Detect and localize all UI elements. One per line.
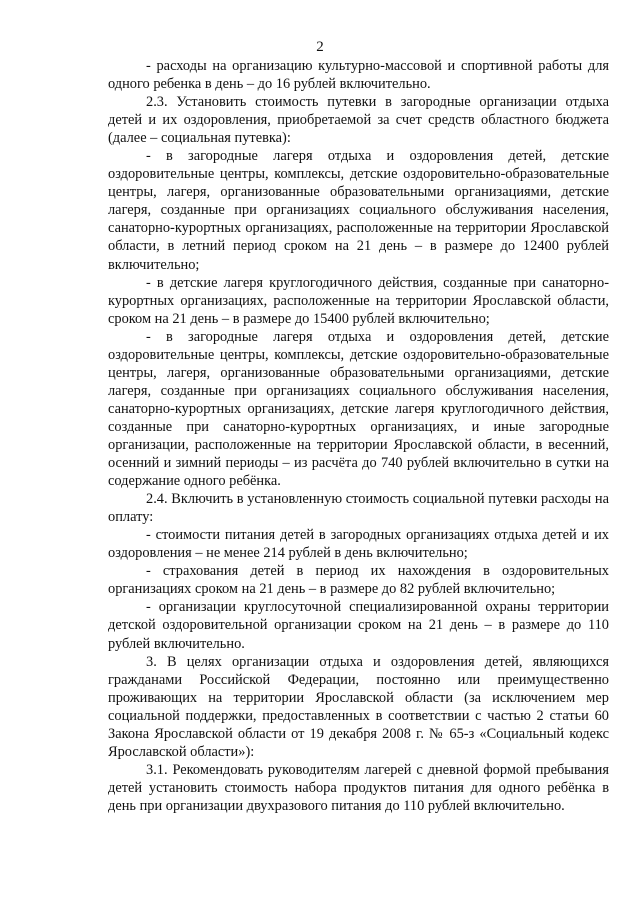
- paragraph-summer-camps: - в загородные лагеря отдыха и оздоровления детей, детские оздоровительные центры, комплексы, детские оздоровительно-образовательные центры, лагеря, организованные образовательными организациями, детские лагеря, созданные при организациях социального обслуживания населения, санаторно-курортных организациях, расположенные на территории Ярославской области, в летний период сроком на 21 день – в размере до 12400 рублей включительно;: [108, 148, 609, 273]
- paragraph-insurance-cost: - страхования детей в период их нахождения в оздоровительных организациях сроком на 21 день – в размере до 82 рублей включительно;: [108, 563, 609, 598]
- paragraph-2-3-voucher-cost: 2.3. Установить стоимость путевки в загородные организации отдыха детей и их оздоровления, приобретаемой за счет средств областного бюджета (далее – социальная путевка):: [108, 94, 609, 147]
- paragraph-spring-autumn-winter: - в загородные лагеря отдыха и оздоровления детей, детские оздоровительные центры, комплексы, детские оздоровительно-образовательные центры, лагеря, организованные образовательными организациями, детские лагеря, созданные при организациях социального обслуживания населения, санаторно-курортных организациях, детские лагеря круглогодичного действия, созданные при санаторно-курортных организациях, и иные загородные организации, расположенные на территории Ярославской области, в весенний, осенний и зимний периоды – из расчёта до 740 рублей включительно в сутки на содержание одного ребёнка.: [108, 328, 609, 490]
- paragraph-meals-cost: - стоимости питания детей в загородных организациях отдыха детей и их оздоровления – не менее 214 рублей в день включительно;: [108, 527, 609, 562]
- page-number: 2: [316, 39, 324, 55]
- paragraph-year-round-camps: - в детские лагеря круглогодичного действия, созданные при санаторно-курортных организациях, расположенные на территории Ярославской области, сроком на 21 день – в размере до 15400 рублей включительно;: [108, 274, 609, 327]
- paragraph-3-1-day-camps: 3.1. Рекомендовать руководителям лагерей с дневной формой пребывания детей установить стоимость набора продуктов питания для одного ребёнка в день при организации двухразового питания до 110 рублей включительно.: [108, 761, 609, 814]
- paragraph-3-recreation: 3. В целях организации отдыха и оздоровления детей, являющихся гражданами Российской Федерации, постоянно или преимущественно проживающих на территории Ярославской области (за исключением мер социальной поддержки, предоставленных в соответствии с частью 2 статьи 60 Закона Ярославской области от 19 декабря 2008 г. № 65-з «Социальный кодекс Ярославской области»):: [108, 653, 609, 760]
- paragraph-2-4-included-costs: 2.4. Включить в установленную стоимость социальной путевки расходы на оплату:: [108, 491, 609, 526]
- document-body: [108, 57, 609, 815]
- paragraph-security-cost: - организации круглосуточной специализированной охраны территории детской оздоровительной организации сроком на 21 день – в размере до 110 рублей включительно.: [108, 599, 609, 652]
- paragraph-expense-cultural-sports: - расходы на организацию культурно-массовой и спортивной работы для одного ребенка в день – до 16 рублей включительно.: [108, 58, 609, 93]
